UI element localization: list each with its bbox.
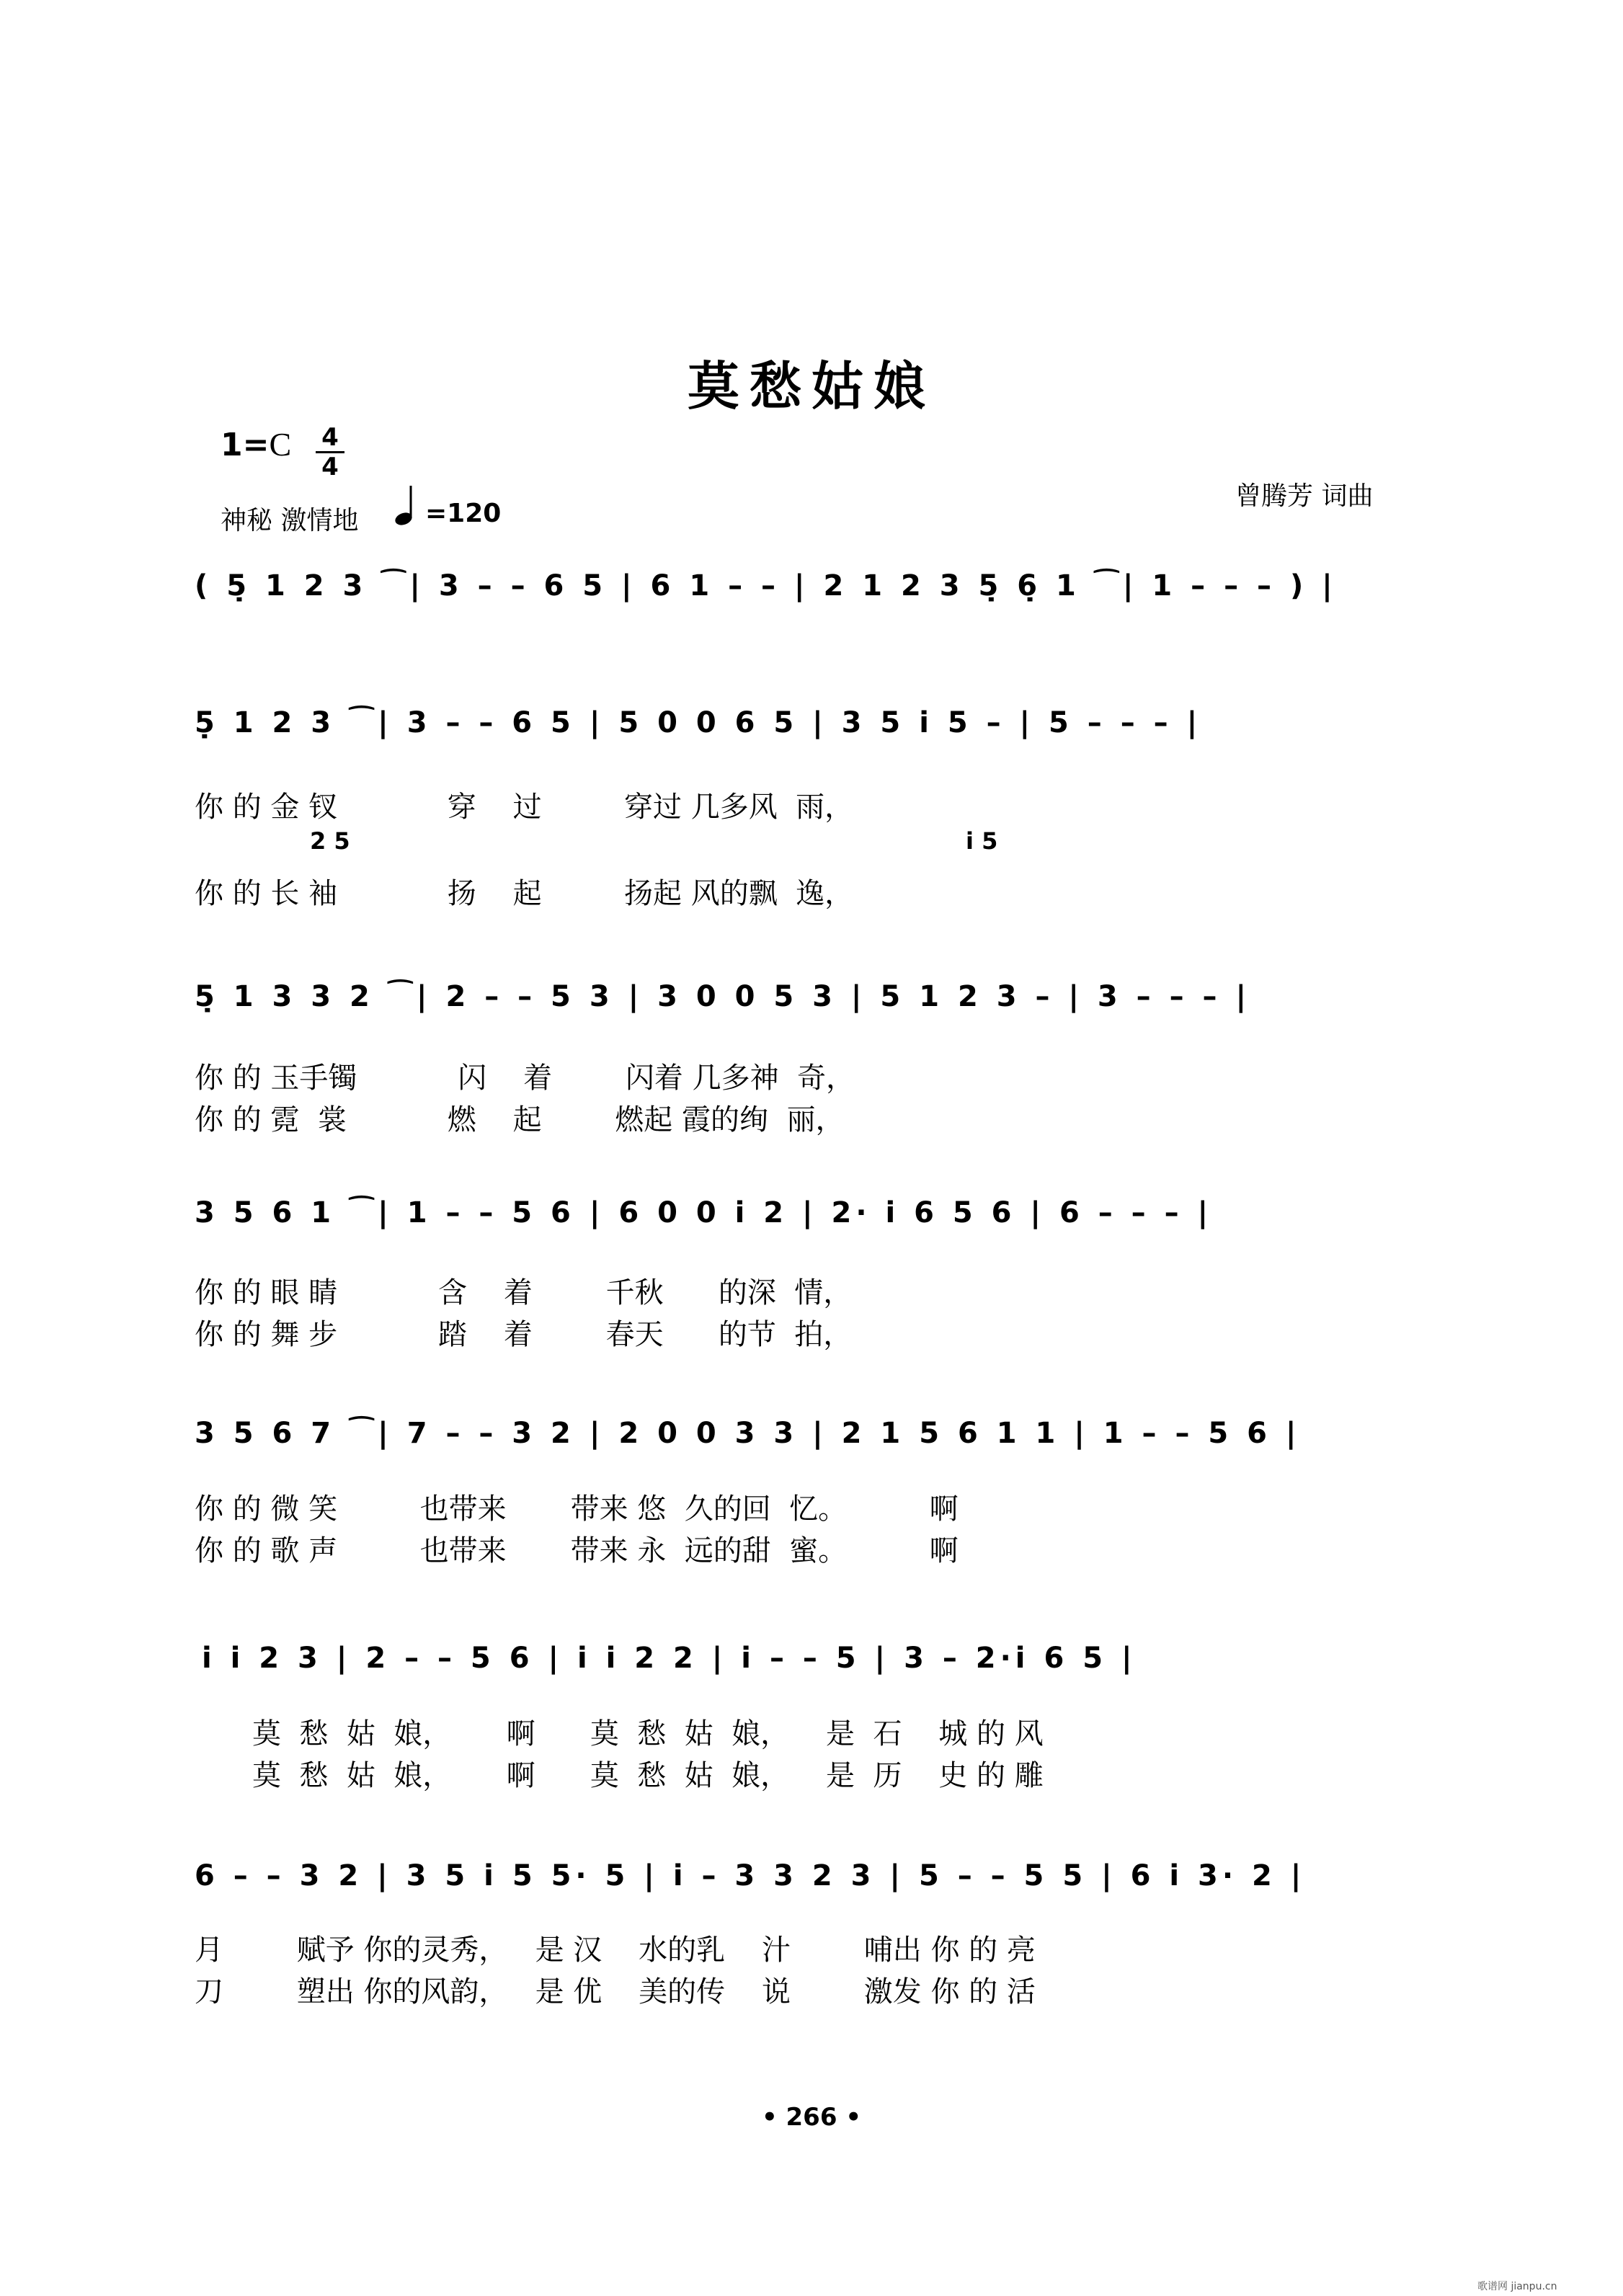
lyric-verse-2: 刀 塑出 你的风韵， 是 优 美的传 说 激发 你 的 活 [195,1975,1036,2008]
lyric-verse-1: 莫 愁 姑 娘， 啊 莫 愁 姑 娘， 是 石 城 的 风 [252,1717,1044,1750]
meter-top: 4 [321,423,339,452]
key-note: C [269,426,292,463]
lyric-verse-1: 你 的 眼 睛 含 着 千秋 的深 情， [195,1276,853,1309]
song-title: 莫愁姑娘 [687,355,935,417]
lyric-verse-2: 你 的 歌 声 也带来 带来 永 远的甜 蜜。 啊 [195,1534,959,1567]
key-label: 1= [221,427,270,463]
author-credit: 曾腾芳 词曲 [1235,481,1374,511]
lyric-verse-1: 月 赋予 你的灵秀， 是 汉 水的乳 汁 哺出 你 的 亮 [195,1934,1036,1967]
row-notes: 5̣ 1 3 3 2 ⁀| 2 – – 5 3 | 3 0 0 5 3 | 5 1 2 3 – | 3 – – – | [195,980,1251,1013]
row-notes: i i 2 3 | 2 – – 5 6 | i i 2 2 | i – – 5 | 3 – 2·i 6 5 | [202,1642,1137,1675]
meter-bottom: 4 [321,453,339,481]
watermark: 歌谱网 jianpu.cn [1477,2281,1557,2292]
alt-notes-1: 2 5 [310,827,350,855]
lyric-verse-2: 你 的 长 袖 扬 起 扬起 风的飘 逸， [195,877,854,910]
tempo-marking: 神秘 激情地 [221,506,359,535]
row-notes: ( 5̣ 1 2 3 ⁀| 3 – – 6 5 | 6 1 – – | 2 1 2 3 5̣ 6̣ 1 ⁀| 1 – – – ) | [195,569,1337,602]
row-notes: 3 5 6 1 ⁀| 1 – – 5 6 | 6 0 0 i 2 | 2· i 6 5 6 | 6 – – – | [195,1196,1213,1229]
lyric-verse-2: 你 的 霓 裳 燃 起 燃起 霞的绚 丽， [195,1103,845,1136]
row-notes: 3 5 6 7 ⁀| 7 – – 3 2 | 2 0 0 3 3 | 2 1 5 6 1 1 | 1 – – 5 6 | [195,1417,1301,1450]
row-notes: 6 – – 3 2 | 3 5 i 5 5· 5 | i – 3 3 2 3 | 5 – – 5 5 | 6 i 3· 2 | [195,1859,1306,1892]
lyric-verse-1: 你 的 玉手镯 闪 着 闪着 几多神 奇， [195,1062,855,1095]
lyric-verse-1: 你 的 金 钗 穿 过 穿过 几多风 雨， [195,791,854,824]
bpm-value: =120 [425,499,502,528]
alt-notes-2: i 5 [966,827,998,855]
lyric-verse-2: 你 的 舞 步 踏 着 春天 的节 拍， [195,1318,853,1351]
lyric-verse-1: 你 的 微 笑 也带来 带来 悠 久的回 忆。 啊 [195,1492,959,1526]
page-number: • 266 • [761,2103,862,2132]
row-notes: 5̣ 1 2 3 ⁀| 3 – – 6 5 | 5 0 0 6 5 | 3 5 i 5 – | 5 – – – | [195,706,1202,739]
lyric-verse-2: 莫 愁 姑 娘， 啊 莫 愁 姑 娘， 是 历 史 的 雕 [252,1759,1044,1792]
